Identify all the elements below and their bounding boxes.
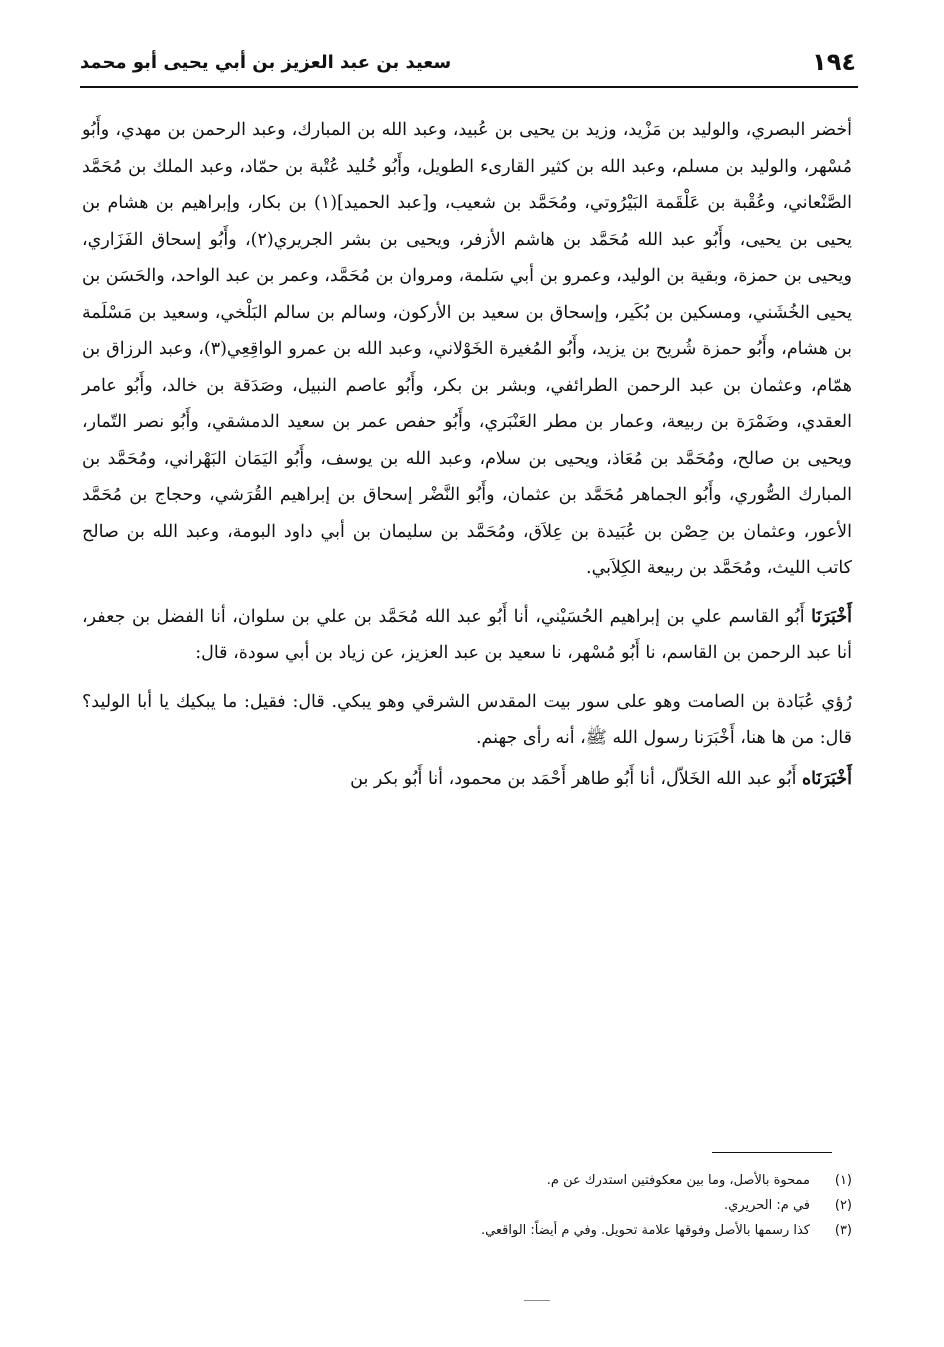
paragraph-hadith: رُؤي عُبَادة بن الصامت وهو على سور بيت المقدس الشرقي وهو يبكي. قال: فقيل: ما يبكيك يا أبا الوليد؟ قال: من ها هنا، أَخْبَرَنا رسول الله ﷺ، أنه رأى جهنم. (82, 691, 852, 748)
footnotes (300, 1168, 852, 1243)
running-title: سعيد بن عبد العزيز بن أبي يحيى أبو محمد (80, 51, 452, 73)
main-text (82, 112, 852, 797)
paragraph-isnad-2 (82, 761, 852, 798)
footnote-text: في م: الحريري. (724, 1198, 810, 1213)
footnote-item (300, 1168, 852, 1193)
paragraph-isnad-1 (82, 599, 852, 672)
footnote-number: (٣) (834, 1223, 852, 1238)
akhbaranah-lead: أَخْبَرَنَاه (802, 768, 852, 789)
page-bottom-mark (524, 1300, 550, 1301)
paragraph-text: أَبُو القاسم علي بن إبراهيم الحُسَيْني، أنا أَبُو عبد الله مُحَمَّد بن علي بن سلوان، أنا الفضل بن جعفر، أنا عبد الرحمن بن القاسم، نا أَبُو مُسْهر، نا سعيد بن عبد العزيز، عن زياد بن أبي سودة، قال: (82, 606, 852, 663)
page-number: ١٩٤ (812, 48, 856, 76)
footnote-item (300, 1218, 852, 1243)
page-header (80, 44, 856, 80)
footnote-rule (712, 1152, 832, 1153)
paragraph-text: أَبُو عبد الله الخَلاّل، أنا أَبُو طاهر أَحْمَد بن محمود، أنا أَبُو بكر بن (350, 768, 802, 789)
footnote-number: (٢) (834, 1198, 852, 1213)
footnote-text: ممحوة بالأصل، وما بين معكوفتين استدرك عن م. (546, 1173, 810, 1188)
footnote-text: كذا رسمها بالأصل وفوقها علامة تحويل. وفي م أيضاً: الواقعي. (480, 1223, 810, 1238)
paragraph-narrators: أخضر البصري، والوليد بن مَزْيد، وزيد بن يحيى بن عُبيد، وعبد الله بن المبارك، وعبد الرحمن بن مهدي، وأَبُو مُسْهر، والوليد بن مسلم، وعبد الله بن كثير القارىء الطويل، وأَبُو خُليد عُتْبة بن حمّاد، وعبد الملك بن مُحَمَّد الصَّنْعاني، وعُقْبة بن عَلْقَمة البَيْرُوتي، ومُحَمَّد بن شعيب، و[عبد الحميد](١) بن بكار، وإبراهيم بن هشام بن يحيى بن يحيى، وأَبُو عبد الله مُحَمَّد بن هاشم الأزفر، ويحيى بن بشر الجريري(٢)، وأَبُو إسحاق الفَزَاري، ويحيى بن حمزة، وبقية بن الوليد، وعمرو بن أبي سَلمة، ومروان بن مُحَمَّد، وعمر بن عبد الواحد، والحَسَن بن يحيى الخُشَني، ومسكين بن بُكَير، وإسحاق بن سعيد بن الأركون، وسالم بن سالم البَلْخي، وسعيد بن مَسْلَمة بن هشام، وأَبُو حمزة شُريح بن يزيد، وأَبُو المُغيرة الخَوْلاني، وعبد الله بن عمرو الواقِعِي(٣)، وعبد الرزاق بن همّام، وعثمان بن عبد الرحمن الطرائفي، وبشر بن بكر، وأَبُو عاصم النبيل، وصَدَقة بن خالد، وأَبُو عامر العقدي، وضَمْرَة بن ربيعة، وعمار بن مطر العَنْبَري، وأَبُو حفص عمر بن سعيد الدمشقي، وأَبُو نصر التّمار، ويحيى بن صالح، ومُحَمَّد بن مُعَاذ، ويحيى بن سلام، وعبد الله بن يوسف، وأَبُو اليَمَان البَهْراني، ومُحَمَّد بن المبارك الصُّوري، وأَبُو الجماهر مُحَمَّد بن عثمان، وأَبُو النَّضْر إسحاق بن إبراهيم القُرَشي، وحجاج بن مُحَمَّد الأعور، وعثمان بن حِصْن بن عُبَيدة بن عِلاَق، ومُحَمَّد بن سليمان بن أبي داود البومة، وعبد الله بن صالح كاتب الليث، ومُحَمَّد بن ربيعة الكِلاَبي. (82, 120, 852, 578)
footnote-number: (١) (834, 1173, 852, 1188)
footnote-item (300, 1193, 852, 1218)
akhbarana-lead: أَخْبَرَنَا (811, 606, 852, 627)
header-rule (80, 86, 858, 88)
